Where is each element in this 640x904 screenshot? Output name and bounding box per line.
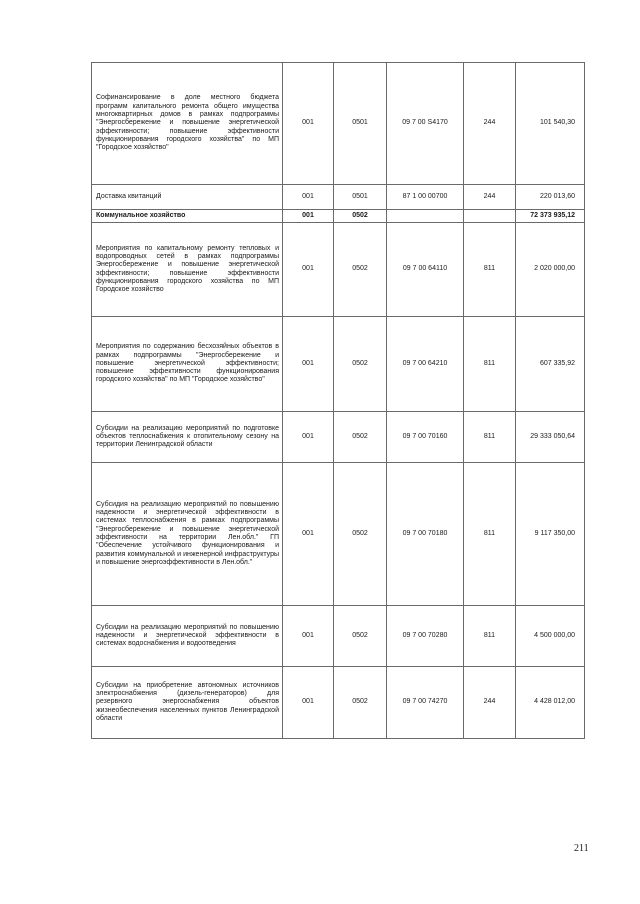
section-code: 0502 <box>334 210 387 223</box>
expense-type-code: 811 <box>464 463 516 606</box>
row-description: Субсидии на приобретение автономных источников электроснабжения (дизель-генераторов) для резервного энергоснабжения объектов жизнеобеспечения населенных пунктов Ленинградской области <box>92 667 283 739</box>
section-row <box>92 210 585 223</box>
target-article-code: 09 7 00 70160 <box>387 412 464 463</box>
row-description: Доставка квитанций <box>92 185 283 210</box>
table-row <box>92 667 585 739</box>
section-code: 0501 <box>334 185 387 210</box>
target-article-code: 09 7 00 70180 <box>387 463 464 606</box>
target-article-code: 87 1 00 00700 <box>387 185 464 210</box>
target-article-code: 09 7 00 64110 <box>387 223 464 317</box>
table-row <box>92 317 585 412</box>
target-article-code: 09 7 00 S4170 <box>387 63 464 185</box>
table-row <box>92 606 585 667</box>
org-code: 001 <box>283 317 334 412</box>
section-code: 0502 <box>334 463 387 606</box>
section-code: 0502 <box>334 317 387 412</box>
expense-type-code: 244 <box>464 667 516 739</box>
amount-value: 72 373 935,12 <box>516 210 585 223</box>
target-article-code: 09 7 00 64210 <box>387 317 464 412</box>
row-description: Мероприятия по капитальному ремонту тепловых и водопроводных сетей в рамках подпрограммы Энергосбережение и повышение энергетической эффективности; повышение эффективности функционирования городского хозяйства по МП Городское хозяйство <box>92 223 283 317</box>
section-code: 0502 <box>334 667 387 739</box>
table-row <box>92 185 585 210</box>
expense-type-code: 244 <box>464 63 516 185</box>
amount-value: 4 428 012,00 <box>516 667 585 739</box>
amount-value: 4 500 000,00 <box>516 606 585 667</box>
amount-value: 101 540,30 <box>516 63 585 185</box>
org-code: 001 <box>283 63 334 185</box>
target-article-code: 09 7 00 70280 <box>387 606 464 667</box>
amount-value: 29 333 050,64 <box>516 412 585 463</box>
target-article-code: 09 7 00 74270 <box>387 667 464 739</box>
expense-type-code: 811 <box>464 223 516 317</box>
expense-type-code <box>464 210 516 223</box>
expense-type-code: 811 <box>464 317 516 412</box>
org-code: 001 <box>283 210 334 223</box>
table-row <box>92 223 585 317</box>
org-code: 001 <box>283 412 334 463</box>
org-code: 001 <box>283 667 334 739</box>
expense-type-code: 811 <box>464 412 516 463</box>
row-description: Коммунальное хозяйство <box>92 210 283 223</box>
row-description: Субсидии на реализацию мероприятий по повышению надежности и энергетической эффективности в системах водоснабжения и водоотведения <box>92 606 283 667</box>
row-description: Субсидия на реализацию мероприятий по повышению надежности и энергетической эффективности в системах теплоснабжения в рамках подпрограммы "Энергосбережение и повышение энергетической эффективности на территории Лен.обл." ГП "Обеспечение устойчивого функционирования и развития коммунальной и инженерной инфраструктуры и повышение энергоэффективности в Лен.обл." <box>92 463 283 606</box>
amount-value: 220 013,60 <box>516 185 585 210</box>
target-article-code <box>387 210 464 223</box>
org-code: 001 <box>283 223 334 317</box>
page-number: 211 <box>574 843 589 854</box>
table-row <box>92 412 585 463</box>
budget-table <box>91 62 585 739</box>
section-code: 0502 <box>334 412 387 463</box>
section-code: 0502 <box>334 606 387 667</box>
expense-type-code: 811 <box>464 606 516 667</box>
table-row <box>92 63 585 185</box>
section-code: 0501 <box>334 63 387 185</box>
org-code: 001 <box>283 463 334 606</box>
org-code: 001 <box>283 606 334 667</box>
expense-type-code: 244 <box>464 185 516 210</box>
row-description: Субсидии на реализацию мероприятий по подготовке объектов теплоснабжения к отопительному сезону на территории Ленинградской области <box>92 412 283 463</box>
table-row <box>92 463 585 606</box>
org-code: 001 <box>283 185 334 210</box>
amount-value: 607 335,92 <box>516 317 585 412</box>
row-description: Софинансирование в доле местного бюджета программ капитального ремонта общего имущества многоквартирных домов в рамках подпрограммы "Энергосбережение и повышение энергетической эффективности; повышение эффективности функционирования городского хозяйства" по МП "Городское хозяйство" <box>92 63 283 185</box>
amount-value: 9 117 350,00 <box>516 463 585 606</box>
amount-value: 2 020 000,00 <box>516 223 585 317</box>
row-description: Мероприятия по содержанию бесхозяйных объектов в рамках подпрограммы "Энергосбережение и повышение энергетической эффективности; повышение эффективности функционирования городского хозяйства" по МП "Городское хозяйство" <box>92 317 283 412</box>
section-code: 0502 <box>334 223 387 317</box>
